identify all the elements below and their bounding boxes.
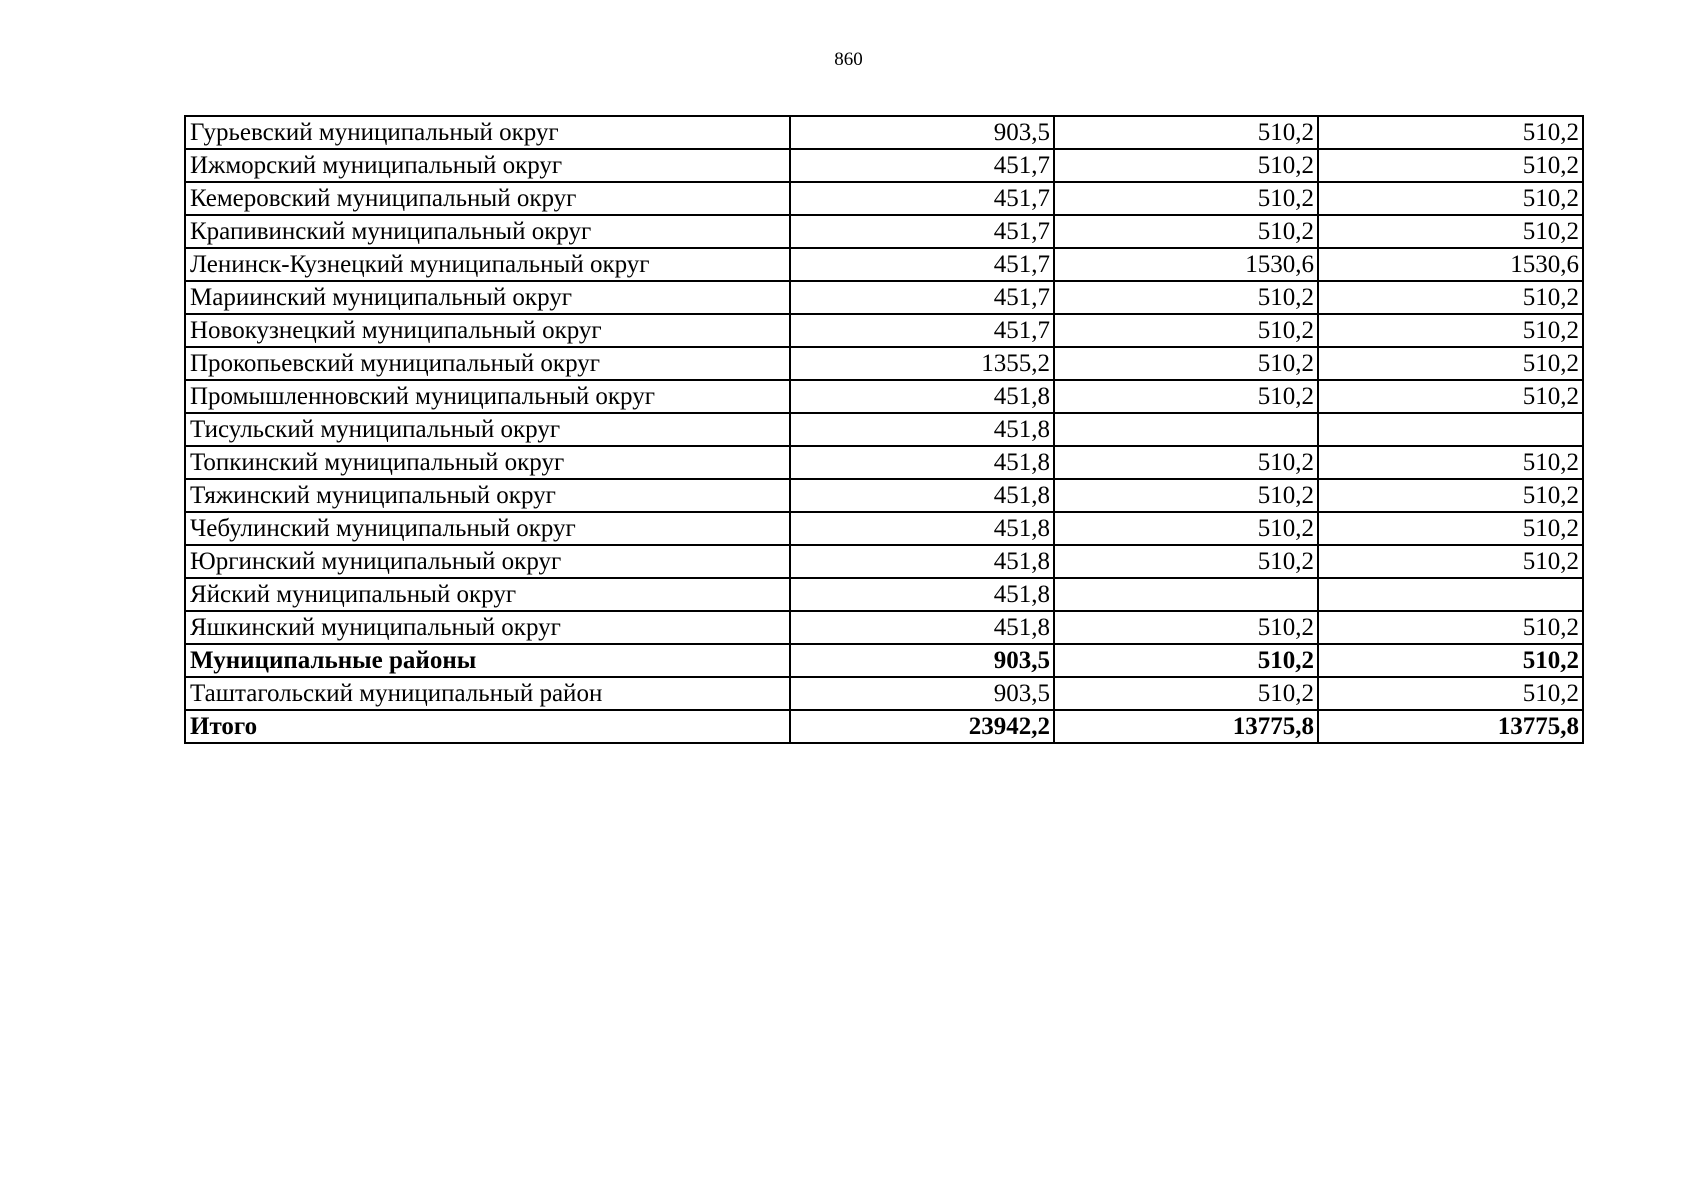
cell-name: Топкинский муниципальный округ xyxy=(185,446,790,479)
cell-value-3: 1530,6 xyxy=(1318,248,1583,281)
table-row xyxy=(185,380,1583,413)
cell-value-1: 23942,2 xyxy=(790,710,1054,743)
cell-name: Кемеровский муниципальный округ xyxy=(185,182,790,215)
table-row-total xyxy=(185,710,1583,743)
cell-name: Промышленновский муниципальный округ xyxy=(185,380,790,413)
cell-value-3: 510,2 xyxy=(1318,644,1583,677)
cell-value-1: 451,7 xyxy=(790,248,1054,281)
table-row xyxy=(185,116,1583,149)
table-row xyxy=(185,677,1583,710)
cell-value-3: 510,2 xyxy=(1318,512,1583,545)
table-row xyxy=(185,545,1583,578)
cell-name: Яшкинский муниципальный округ xyxy=(185,611,790,644)
cell-value-1: 451,8 xyxy=(790,479,1054,512)
cell-name: Ленинск-Кузнецкий муниципальный округ xyxy=(185,248,790,281)
cell-name: Ижморский муниципальный округ xyxy=(185,149,790,182)
cell-name: Итого xyxy=(185,710,790,743)
cell-value-1: 903,5 xyxy=(790,116,1054,149)
data-table xyxy=(184,115,1584,744)
cell-value-2 xyxy=(1054,413,1318,446)
cell-value-1: 451,7 xyxy=(790,149,1054,182)
cell-value-1: 451,8 xyxy=(790,512,1054,545)
cell-value-2: 510,2 xyxy=(1054,182,1318,215)
cell-value-1: 451,8 xyxy=(790,578,1054,611)
table-row xyxy=(185,149,1583,182)
cell-value-1: 451,8 xyxy=(790,380,1054,413)
cell-name: Яйский муниципальный округ xyxy=(185,578,790,611)
cell-value-3: 510,2 xyxy=(1318,182,1583,215)
table-row xyxy=(185,281,1583,314)
cell-value-2: 510,2 xyxy=(1054,611,1318,644)
cell-value-2: 510,2 xyxy=(1054,116,1318,149)
table-row xyxy=(185,215,1583,248)
cell-value-1: 903,5 xyxy=(790,644,1054,677)
cell-name: Тяжинский муниципальный округ xyxy=(185,479,790,512)
table-row xyxy=(185,182,1583,215)
cell-name: Муниципальные районы xyxy=(185,644,790,677)
table-row xyxy=(185,446,1583,479)
table-row-total xyxy=(185,644,1583,677)
cell-name: Чебулинский муниципальный округ xyxy=(185,512,790,545)
cell-name: Мариинский муниципальный округ xyxy=(185,281,790,314)
cell-value-1: 451,8 xyxy=(790,611,1054,644)
cell-name: Крапивинский муниципальный округ xyxy=(185,215,790,248)
cell-value-2: 510,2 xyxy=(1054,512,1318,545)
table-row xyxy=(185,347,1583,380)
cell-value-3: 510,2 xyxy=(1318,446,1583,479)
cell-value-2: 510,2 xyxy=(1054,479,1318,512)
cell-value-1: 451,8 xyxy=(790,413,1054,446)
table-body xyxy=(185,116,1583,743)
cell-value-2: 510,2 xyxy=(1054,545,1318,578)
cell-value-3: 510,2 xyxy=(1318,314,1583,347)
table-row xyxy=(185,314,1583,347)
cell-value-2: 510,2 xyxy=(1054,314,1318,347)
cell-value-1: 451,7 xyxy=(790,182,1054,215)
cell-value-2: 510,2 xyxy=(1054,281,1318,314)
cell-value-3: 510,2 xyxy=(1318,677,1583,710)
page-number: 860 xyxy=(834,49,863,70)
cell-value-3: 510,2 xyxy=(1318,479,1583,512)
table-row xyxy=(185,512,1583,545)
cell-value-1: 451,7 xyxy=(790,281,1054,314)
cell-value-3 xyxy=(1318,578,1583,611)
table-row xyxy=(185,611,1583,644)
cell-name: Прокопьевский муниципальный округ xyxy=(185,347,790,380)
cell-name: Тисульский муниципальный округ xyxy=(185,413,790,446)
cell-value-3: 510,2 xyxy=(1318,545,1583,578)
cell-name: Новокузнецкий муниципальный округ xyxy=(185,314,790,347)
table-row xyxy=(185,413,1583,446)
cell-name: Юргинский муниципальный округ xyxy=(185,545,790,578)
cell-value-2: 510,2 xyxy=(1054,215,1318,248)
cell-value-1: 451,7 xyxy=(790,314,1054,347)
cell-value-2: 510,2 xyxy=(1054,380,1318,413)
cell-value-1: 451,8 xyxy=(790,545,1054,578)
cell-value-1: 451,8 xyxy=(790,446,1054,479)
cell-value-1: 451,7 xyxy=(790,215,1054,248)
cell-value-3: 510,2 xyxy=(1318,347,1583,380)
cell-value-2: 510,2 xyxy=(1054,677,1318,710)
cell-name: Гурьевский муниципальный округ xyxy=(185,116,790,149)
cell-value-3: 510,2 xyxy=(1318,116,1583,149)
cell-value-2: 510,2 xyxy=(1054,446,1318,479)
cell-value-3: 510,2 xyxy=(1318,281,1583,314)
cell-value-3: 13775,8 xyxy=(1318,710,1583,743)
cell-value-3 xyxy=(1318,413,1583,446)
cell-value-3: 510,2 xyxy=(1318,215,1583,248)
cell-value-2: 1530,6 xyxy=(1054,248,1318,281)
cell-value-3: 510,2 xyxy=(1318,149,1583,182)
cell-value-2: 510,2 xyxy=(1054,644,1318,677)
cell-name: Таштагольский муниципальный район xyxy=(185,677,790,710)
cell-value-2: 13775,8 xyxy=(1054,710,1318,743)
cell-value-1: 903,5 xyxy=(790,677,1054,710)
table-row xyxy=(185,578,1583,611)
table-row xyxy=(185,479,1583,512)
cell-value-3: 510,2 xyxy=(1318,380,1583,413)
cell-value-2: 510,2 xyxy=(1054,347,1318,380)
table-row xyxy=(185,248,1583,281)
cell-value-1: 1355,2 xyxy=(790,347,1054,380)
cell-value-3: 510,2 xyxy=(1318,611,1583,644)
cell-value-2: 510,2 xyxy=(1054,149,1318,182)
cell-value-2 xyxy=(1054,578,1318,611)
